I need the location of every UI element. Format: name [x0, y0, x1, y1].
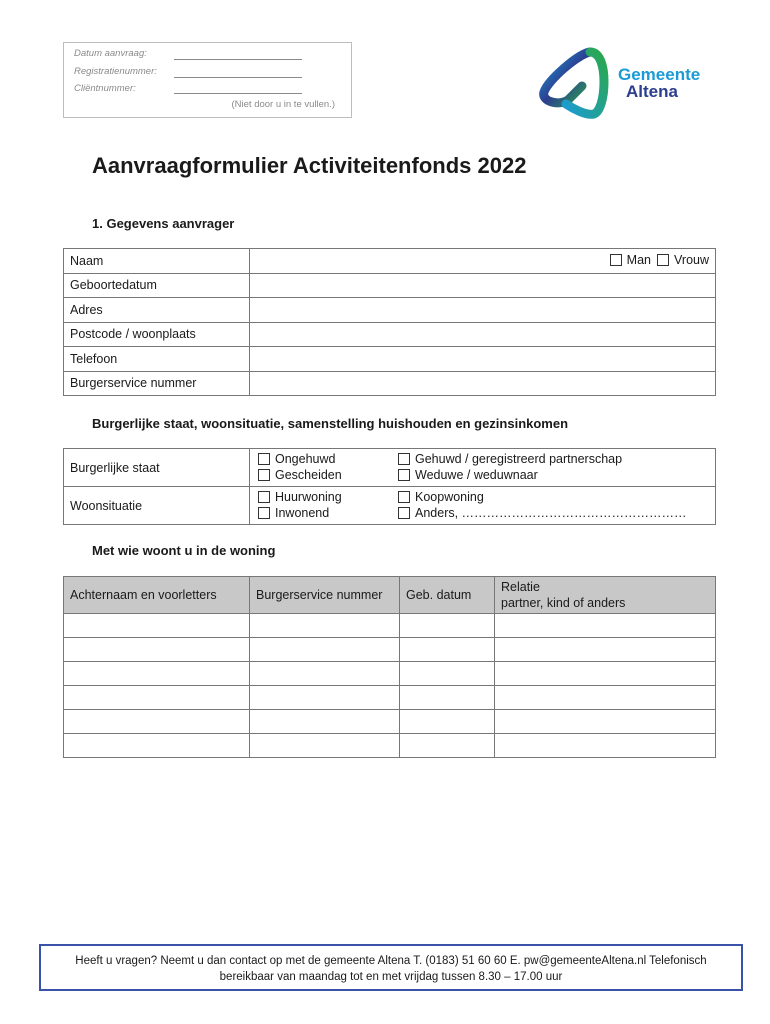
- table-row: [64, 249, 716, 274]
- logo-text-gemeente: Gemeente: [618, 65, 701, 84]
- section-heading-household: Met wie woont u in de woning: [92, 543, 276, 558]
- option-label: Koopwoning: [415, 490, 484, 504]
- table-cell-input[interactable]: [495, 734, 716, 758]
- table-cell-input[interactable]: [400, 638, 495, 662]
- checkbox-icon[interactable]: [258, 491, 270, 503]
- table-cell-input[interactable]: [250, 686, 400, 710]
- checkbox-icon[interactable]: [258, 469, 270, 481]
- section-heading-applicant: 1. Gegevens aanvrager: [92, 216, 235, 231]
- option-gescheiden[interactable]: [258, 468, 342, 482]
- option-weduwe[interactable]: [398, 468, 538, 482]
- option-label: Gehuwd / geregistreerd partnerschap: [415, 452, 623, 466]
- option-koopwoning[interactable]: [398, 490, 484, 504]
- column-header: Burgerservice nummer: [250, 577, 400, 614]
- name-field[interactable]: [250, 249, 716, 274]
- table-row: [64, 686, 716, 710]
- table-row: [64, 347, 716, 372]
- option-label: Inwonend: [275, 506, 330, 520]
- row-label: Adres: [64, 298, 250, 323]
- checkbox-icon[interactable]: [258, 507, 270, 519]
- logo-text-altena: Altena: [626, 82, 678, 101]
- table-cell-input[interactable]: [250, 734, 400, 758]
- row-label: Geboortedatum: [64, 273, 250, 298]
- office-field-label: Cliëntnummer:: [74, 83, 136, 94]
- option-label: Ongehuwd: [275, 452, 336, 466]
- checkbox-icon[interactable]: [657, 254, 669, 266]
- section-heading-status: Burgerlijke staat, woonsituatie, samenstelling huishouden en gezinsinkomen: [92, 416, 569, 431]
- table-cell-input[interactable]: [64, 710, 250, 734]
- table-row: [64, 710, 716, 734]
- gender-option-vrouw[interactable]: [657, 253, 709, 267]
- civil-status-options: [250, 449, 716, 487]
- row-label: Woonsituatie: [64, 487, 250, 525]
- table-cell-input[interactable]: [400, 734, 495, 758]
- table-cell-input[interactable]: [64, 686, 250, 710]
- office-field-line[interactable]: [174, 93, 302, 94]
- table-row: [64, 662, 716, 686]
- table-row: [64, 298, 716, 323]
- row-label: Naam: [64, 249, 250, 274]
- table-cell-input[interactable]: [64, 638, 250, 662]
- table-cell-input[interactable]: [400, 662, 495, 686]
- table-row: [64, 487, 716, 525]
- table-row: [64, 322, 716, 347]
- option-anders[interactable]: [398, 506, 687, 520]
- checkbox-icon[interactable]: [398, 491, 410, 503]
- table-cell-input[interactable]: [250, 710, 400, 734]
- table-cell-input[interactable]: [64, 614, 250, 638]
- gender-option-man[interactable]: [610, 253, 651, 267]
- table-cell-input[interactable]: [250, 614, 400, 638]
- row-label: Postcode / woonplaats: [64, 322, 250, 347]
- housing-options: [250, 487, 716, 525]
- table-row: [64, 449, 716, 487]
- table-cell-input[interactable]: [495, 710, 716, 734]
- checkbox-icon[interactable]: [610, 254, 622, 266]
- table-header-row: [64, 577, 716, 614]
- gemeente-altena-logo: [538, 46, 718, 122]
- office-field-line[interactable]: [174, 59, 302, 60]
- row-label: Burgerlijke staat: [64, 449, 250, 487]
- office-field-label: Datum aanvraag:: [74, 48, 147, 59]
- option-huurwoning[interactable]: [258, 490, 342, 504]
- status-table: [63, 448, 716, 525]
- office-use-box: [63, 42, 352, 118]
- table-cell-input[interactable]: [495, 686, 716, 710]
- table-row: [64, 734, 716, 758]
- option-label: Gescheiden: [275, 468, 342, 482]
- table-row: [64, 371, 716, 396]
- household-rows: [64, 614, 716, 758]
- row-label: Telefoon: [64, 347, 250, 372]
- checkbox-icon[interactable]: [398, 453, 410, 465]
- column-header-title: Relatie: [501, 580, 540, 594]
- table-row: [64, 638, 716, 662]
- office-field-line[interactable]: [174, 77, 302, 78]
- option-label: Anders, ………………………………………………: [415, 506, 687, 520]
- table-cell-input[interactable]: [495, 614, 716, 638]
- table-cell-input[interactable]: [250, 662, 400, 686]
- checkbox-icon[interactable]: [258, 453, 270, 465]
- table-cell-input[interactable]: [495, 638, 716, 662]
- footer-line: bereikbaar van maandag tot en met vrijdag tussen 8.30 – 17.00 uur: [219, 971, 563, 983]
- row-label: Burgerservice nummer: [64, 371, 250, 396]
- table-row: [64, 614, 716, 638]
- option-label: Weduwe / weduwnaar: [415, 468, 538, 482]
- option-inwonend[interactable]: [258, 506, 329, 520]
- office-field-label: Registratienummer:: [74, 66, 157, 77]
- footer-line: Heeft u vragen? Neemt u dan contact op met de gemeente Altena T. (0183) 51 60 60 E. pw@gemeenteAltena.nl Telefonisch: [75, 955, 707, 967]
- option-gehuwd[interactable]: [398, 452, 622, 466]
- option-label: Huurwoning: [275, 490, 342, 504]
- checkbox-icon[interactable]: [398, 469, 410, 481]
- column-header-subtitle: partner, kind of anders: [501, 596, 626, 610]
- column-header: [495, 577, 716, 614]
- address-field[interactable]: [250, 298, 716, 323]
- office-note: (Niet door u in te vullen.): [231, 99, 335, 110]
- table-cell-input[interactable]: [64, 734, 250, 758]
- table-cell-input[interactable]: [64, 662, 250, 686]
- option-label: Man: [626, 253, 651, 267]
- option-ongehuwd[interactable]: [258, 452, 335, 466]
- phone-field[interactable]: [250, 347, 716, 372]
- logo-mark-icon: [538, 46, 616, 122]
- postcode-field[interactable]: [250, 322, 716, 347]
- table-cell-input[interactable]: [400, 686, 495, 710]
- table-cell-input[interactable]: [250, 638, 400, 662]
- contact-footer: [39, 944, 743, 991]
- table-cell-input[interactable]: [400, 710, 495, 734]
- table-cell-input[interactable]: [495, 662, 716, 686]
- table-row: [64, 273, 716, 298]
- table-cell-input[interactable]: [400, 614, 495, 638]
- column-header: Achternaam en voorletters: [64, 577, 250, 614]
- household-table: [63, 576, 716, 758]
- page-title: Aanvraagformulier Activiteitenfonds 2022: [92, 153, 527, 178]
- checkbox-icon[interactable]: [398, 507, 410, 519]
- column-header: Geb. datum: [400, 577, 495, 614]
- option-label: Vrouw: [674, 253, 709, 267]
- applicant-table: [63, 248, 716, 396]
- bsn-field[interactable]: [250, 371, 716, 396]
- birthdate-field[interactable]: [250, 273, 716, 298]
